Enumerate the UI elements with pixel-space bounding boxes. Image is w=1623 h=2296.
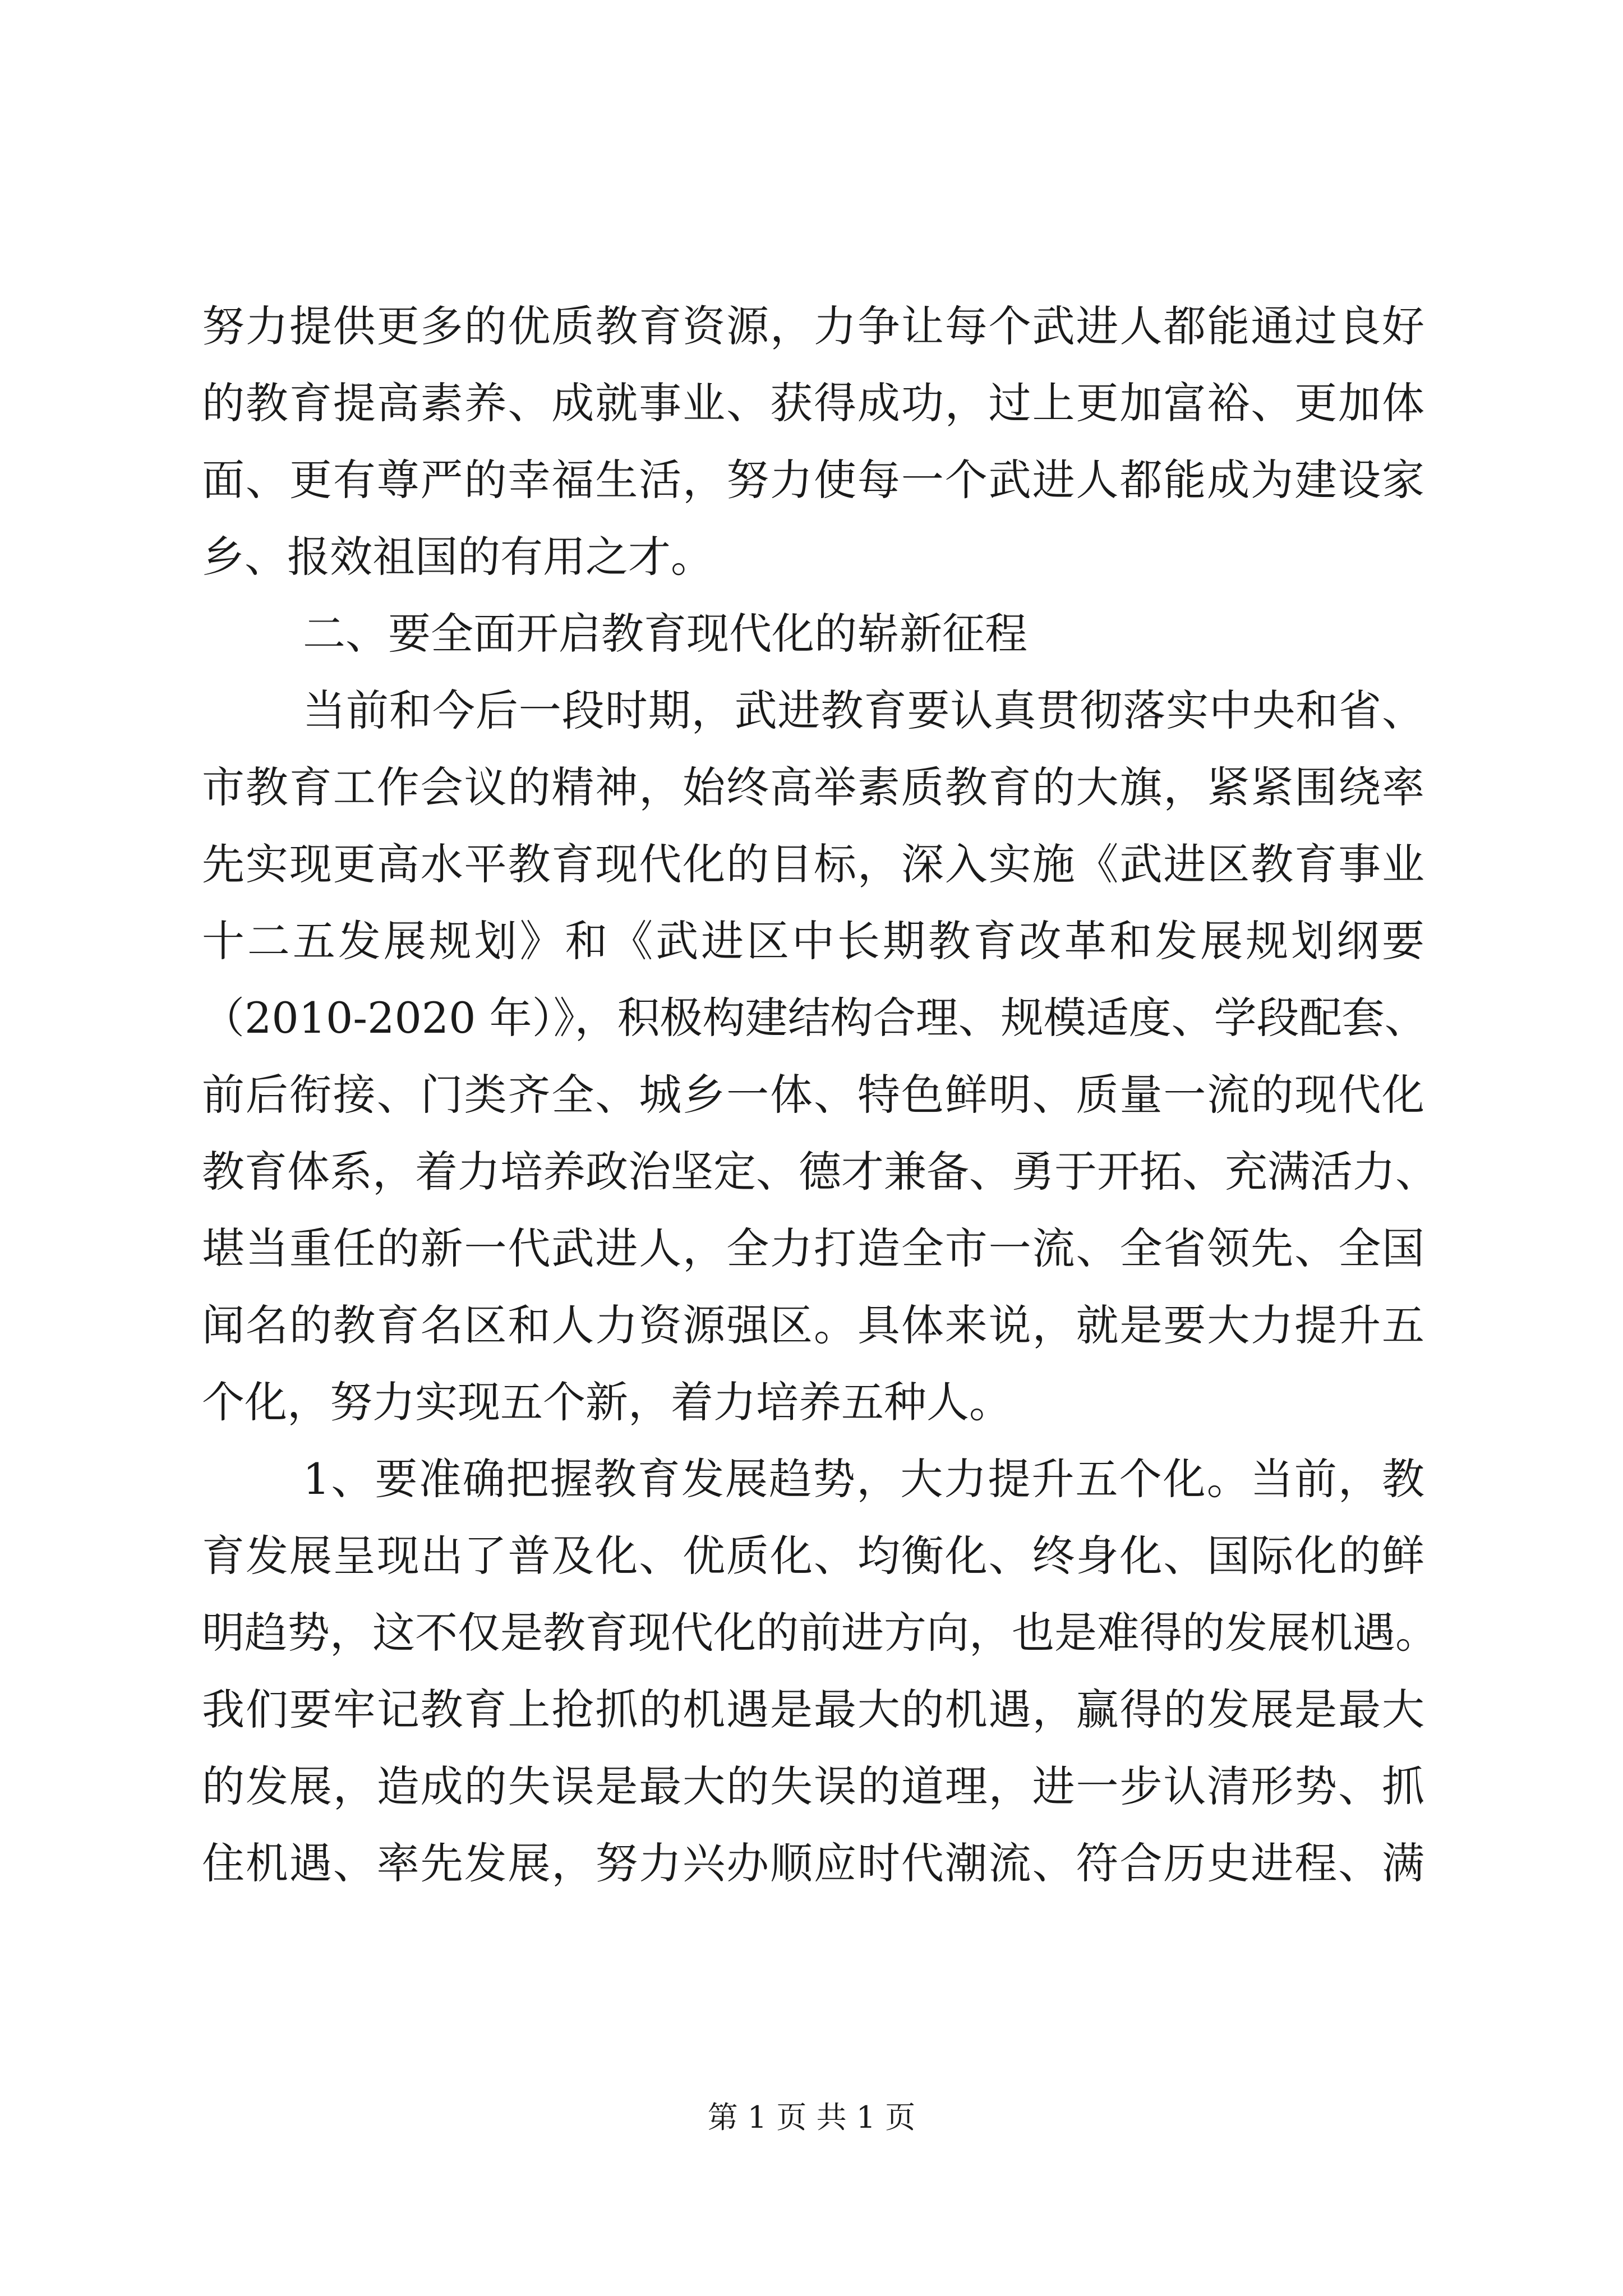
paragraph-2-line-6: 前后衔接、门类齐全、城乡一体、特色鲜明、质量一流的现代化 <box>202 1070 1424 1120</box>
paragraph-2-line-2: 市教育工作会议的精神，始终高举素质教育的大旗，紧紧围绕率 <box>202 762 1424 812</box>
paragraph-2-line-7: 教育体系，着力培养政治坚定、德才兼备、勇于开拓、充满活力、 <box>202 1147 1438 1197</box>
paragraph-2-line-5: （2010-2020 年）》，积极构建结构合理、规模适度、学段配套、 <box>202 993 1427 1043</box>
paragraph-1-line-3: 面、更有尊严的幸福生活，努力使每一个武进人都能成为建设家 <box>202 455 1424 505</box>
paragraph-1-line-4: 乡、报效祖国的有用之才。 <box>202 532 713 582</box>
paragraph-2-line-9: 闻名的教育名区和人力资源强区。具体来说，就是要大力提升五 <box>202 1300 1424 1350</box>
paragraph-2-line-3: 先实现更高水平教育现代化的目标，深入实施《武进区教育事业 <box>202 839 1424 889</box>
page-footer: 第 1 页 共 1 页 <box>707 2100 916 2135</box>
paragraph-2-line-10: 个化，努力实现五个新，着力培养五种人。 <box>202 1377 1012 1427</box>
paragraph-3-line-6: 住机遇、率先发展，努力兴办顺应时代潮流、符合历史进程、满 <box>202 1838 1424 1888</box>
paragraph-3-line-3: 明趋势，这不仅是教育现代化的前进方向，也是难得的发展机遇。 <box>202 1608 1438 1658</box>
paragraph-3-line-1: 1、要准确把握教育发展趋势，大力提升五个化。当前，教 <box>303 1454 1424 1504</box>
paragraph-3-line-2: 育发展呈现出了普及化、优质化、均衡化、终身化、国际化的鲜 <box>202 1531 1424 1581</box>
section-heading: 二、要全面开启教育现代化的崭新征程 <box>303 609 1027 659</box>
paragraph-1-line-1: 努力提供更多的优质教育资源，力争让每个武进人都能通过良好 <box>202 301 1424 351</box>
paragraph-1-line-2: 的教育提高素养、成就事业、获得成功，过上更加富裕、更加体 <box>202 378 1424 428</box>
paragraph-3-line-4: 我们要牢记教育上抢抓的机遇是最大的机遇，赢得的发展是最大 <box>202 1685 1424 1734</box>
paragraph-3-line-5: 的发展，造成的失误是最大的失误的道理，进一步认清形势、抓 <box>202 1761 1424 1811</box>
paragraph-2-line-1: 当前和今后一段时期，武进教育要认真贯彻落实中央和省、 <box>303 685 1424 735</box>
paragraph-2-line-4: 十二五发展规划》和《武进区中长期教育改革和发展规划纲要 <box>202 916 1424 966</box>
paragraph-2-line-8: 堪当重任的新一代武进人，全力打造全市一流、全省领先、全国 <box>202 1223 1424 1273</box>
